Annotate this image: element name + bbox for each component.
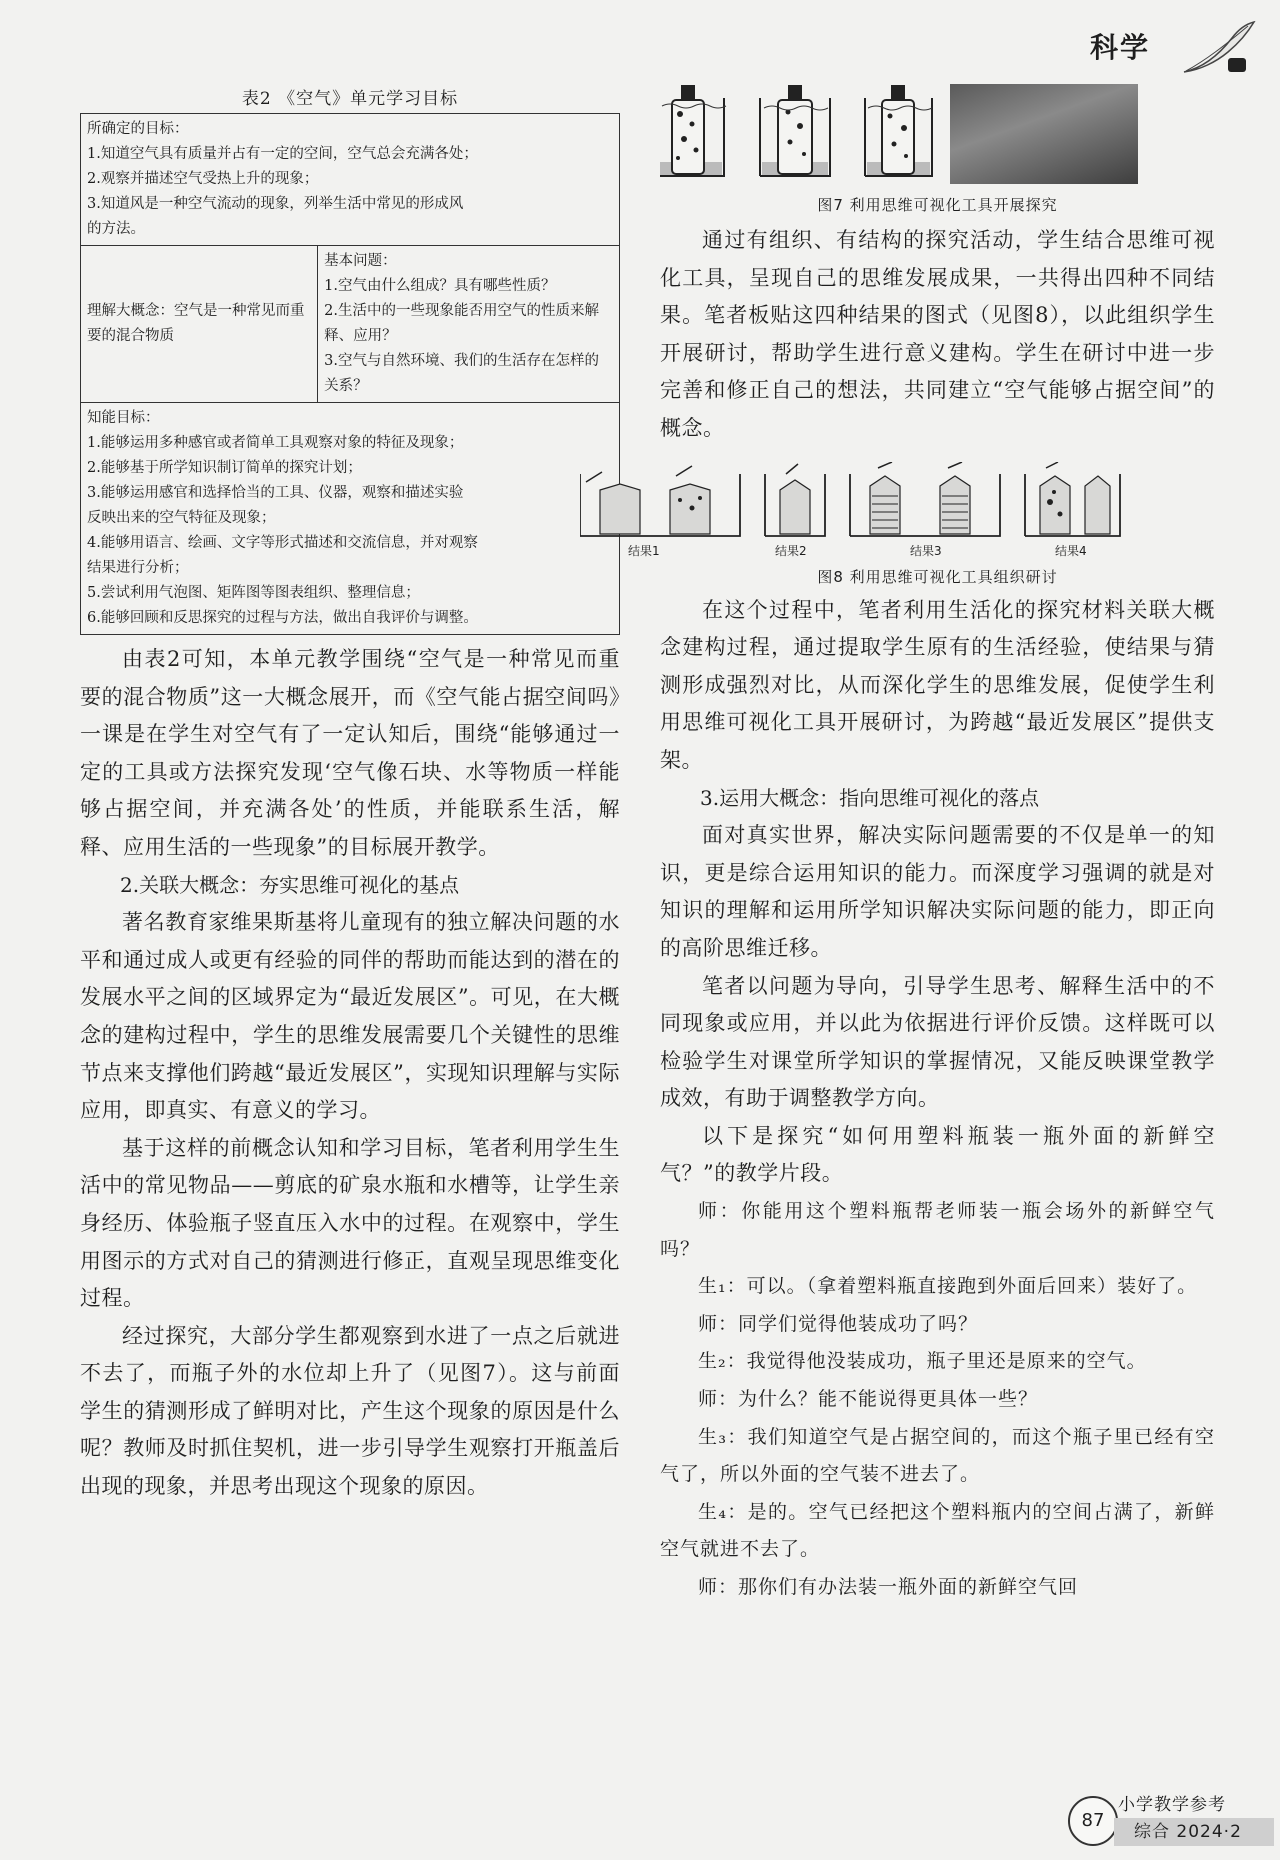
left-column bbox=[80, 84, 620, 1506]
table-line: 2.生活中的一些现象能否用空气的性质来解释、应用？ bbox=[324, 303, 599, 344]
right-body-text-2 bbox=[660, 592, 1215, 1607]
paragraph: 笔者以问题为导向，引导学生思考、解释生活中的不同现象或应用，并以此为依据进行评价反馈。这样既可以检验学生对课堂所学知识的掌握情况，又能反映课堂教学成效，有助于调整教学方向。 bbox=[660, 973, 1215, 1111]
dialogue-line: 生₂：我觉得他没装成功，瓶子里还是原来的空气。 bbox=[698, 1350, 1147, 1373]
fig8-label: 结果3 bbox=[910, 543, 942, 558]
left-body-text bbox=[80, 641, 620, 1506]
right-column bbox=[628, 84, 1215, 1607]
table-line: 的方法。 bbox=[87, 221, 145, 237]
journal-issue: 综合 2024·2 bbox=[1114, 1818, 1274, 1846]
paragraph: 面对真实世界，解决实际问题需要的不仅是单一的知识，更是综合运用知识的能力。而深度学习强调的就是对知识的理解和运用所学知识解决实际问题的能力，即正向的高阶思维迁移。 bbox=[660, 823, 1215, 960]
table-line: 5.尝试利用气泡图、矩阵图等图表组织、整理信息； bbox=[87, 585, 420, 601]
paragraph: 在这个过程中，笔者利用生活化的探究材料关联大概念建构过程，通过提取学生原有的生活经验，使结果与猜测形成强烈对比，从而深化学生的思维发展，促使学生利用思维可视化工具开展研讨，为跨越“最近发展区”提供支架。 bbox=[660, 597, 1215, 772]
fig8-label: 结果2 bbox=[775, 543, 807, 558]
section-header bbox=[1060, 20, 1280, 80]
page-footer bbox=[1048, 1790, 1280, 1860]
skills-cell bbox=[81, 403, 620, 635]
table-line: 3.空气与自然环境、我们的生活存在怎样的关系？ bbox=[324, 353, 599, 394]
table-line: 知能目标： bbox=[87, 410, 160, 426]
table-line: 反映出来的空气特征及现象； bbox=[87, 510, 276, 526]
table-line: 2.能够基于所学知识制订简单的探究计划； bbox=[87, 460, 362, 476]
table-caption: 表2 《空气》单元学习目标 bbox=[241, 89, 459, 109]
table-line: 2.观察并描述空气受热上升的现象； bbox=[87, 171, 319, 187]
quill-pen-icon bbox=[1178, 20, 1258, 76]
table-line: 3.知道风是一种空气流动的现象，列举生活中常见的形成风 bbox=[87, 196, 464, 212]
dialogue-line: 师：你能用这个塑料瓶帮老师装一瓶会场外的新鲜空气吗？ bbox=[660, 1200, 1215, 1260]
table-line: 6.能够回顾和反思探究的过程与方法，做出自我评价与调整。 bbox=[87, 610, 478, 626]
table-line: 基本问题： bbox=[324, 253, 397, 269]
journal-name: 小学教学参考 bbox=[1118, 1795, 1226, 1815]
fig8-results-illustration bbox=[580, 462, 1135, 554]
fig7-caption: 图7 利用思维可视化工具开展探究 bbox=[817, 196, 1058, 214]
dialogue-line: 生₄：是的。空气已经把这个塑料瓶内的空间占满了，新鲜空气就进不去了。 bbox=[660, 1500, 1215, 1561]
dialogue-line: 生₁：可以。（拿着塑料瓶直接跑到外面后回来）装好了。 bbox=[698, 1275, 1198, 1298]
paragraph: 经过探究，大部分学生都观察到水进了一点之后就进不去了，而瓶子外的水位却上升了（见图7）。这与前面学生的猜测形成了鲜明对比，产生这个现象的原因是什么呢？教师及时抓住契机，进一步引导学生观察打开瓶盖后出现的现象，并思考出现这个现象的原因。 bbox=[80, 1323, 620, 1499]
goals-cell bbox=[81, 114, 620, 246]
paragraph: 由表2可知，本单元教学围绕“空气是一种常见而重要的混合物质”这一大概念展开，而《空气能占据空间吗》一课是在学生对空气有了一定认知后，围绕“能够通过一定的工具或方法探究发现‘空气像石块、水等物质一样能够占据空间，并充满各处’的性质，并能联系生活，解释、应用生活的一些现象”的目标展开教学。 bbox=[80, 647, 620, 859]
table-line: 3.能够运用感官和选择恰当的工具、仪器，观察和描述实验 bbox=[87, 485, 464, 501]
paragraph: 基于这样的前概念认知和学习目标，笔者利用学生生活中的常见物品——剪底的矿泉水瓶和水槽等，让学生亲身经历、体验瓶子竖直压入水中的过程。在观察中，学生用图示的方式对自己的猜测进行修正，直观呈现思维变化过程。 bbox=[80, 1135, 620, 1311]
paragraph: 以下是探究“如何用塑料瓶装一瓶外面的新鲜空气？”的教学片段。 bbox=[660, 1123, 1215, 1186]
questions-cell bbox=[318, 246, 620, 403]
section-title: 科学 bbox=[1090, 31, 1151, 64]
dialogue-line: 师：同学们觉得他装成功了吗？ bbox=[698, 1312, 979, 1335]
dialogue-line: 师：为什么？能不能说得更具体一些？ bbox=[698, 1388, 1039, 1411]
big-concept-text: 理解大概念：空气是一种常见而重要的混合物质 bbox=[87, 303, 305, 344]
dialogue-line: 师：那你们有办法装一瓶外面的新鲜空气回 bbox=[698, 1576, 1079, 1598]
big-concept-cell bbox=[81, 246, 318, 403]
figure-8 bbox=[628, 462, 1215, 586]
table-line: 结果进行分析； bbox=[87, 560, 189, 576]
right-body-text-1 bbox=[660, 222, 1215, 448]
table-line: 1.知道空气具有质量并占有一定的空间，空气总会充满各处； bbox=[87, 146, 478, 162]
classroom-photo bbox=[950, 84, 1138, 184]
table-line: 所确定的目标： bbox=[87, 121, 189, 137]
table-line: 1.空气由什么组成？具有哪些性质？ bbox=[324, 278, 556, 294]
table-line: 4.能够用语言、绘画、文字等形式描述和交流信息，并对观察 bbox=[87, 535, 478, 551]
fig8-label: 结果1 bbox=[628, 543, 660, 558]
section-heading: 2.关联大概念：夯实思维可视化的基点 bbox=[120, 872, 460, 897]
paragraph: 著名教育家维果斯基将儿童现有的独立解决问题的水平和通过成人或更有经验的同伴的帮助而能达到的潜在的发展水平之间的区域界定为“最近发展区”。可见，在大概念的建构过程中，学生的思维发展需要几个关键性的思维节点来支撑他们跨越“最近发展区”，实现知识理解与实际应用，即真实、有意义的学习。 bbox=[80, 910, 620, 1123]
fig8-label: 结果4 bbox=[1055, 543, 1087, 558]
figure-7 bbox=[660, 84, 1215, 216]
table-line: 1.能够运用多种感官或者简单工具观察对象的特征及现象； bbox=[87, 435, 464, 451]
page-number: 87 bbox=[1068, 1796, 1118, 1846]
fig8-caption: 图8 利用思维可视化工具组织研讨 bbox=[817, 567, 1058, 586]
learning-goals-table bbox=[80, 113, 620, 635]
paragraph: 通过有组织、有结构的探究活动，学生结合思维可视化工具，呈现自己的思维发展成果，一共得出四种不同结果。笔者板贴这四种结果的图式（见图8），以此组织学生开展研讨，帮助学生进行意义建构。学生在研讨中进一步完善和修正自己的想法，共同建立“空气能够占据空间”的概念。 bbox=[660, 228, 1215, 440]
dialogue-line: 生₃：我们知道空气是占据空间的，而这个瓶子里已经有空气了，所以外面的空气装不进去了。 bbox=[660, 1425, 1215, 1486]
section-heading: 3.运用大概念：指向思维可视化的落点 bbox=[700, 785, 1040, 810]
